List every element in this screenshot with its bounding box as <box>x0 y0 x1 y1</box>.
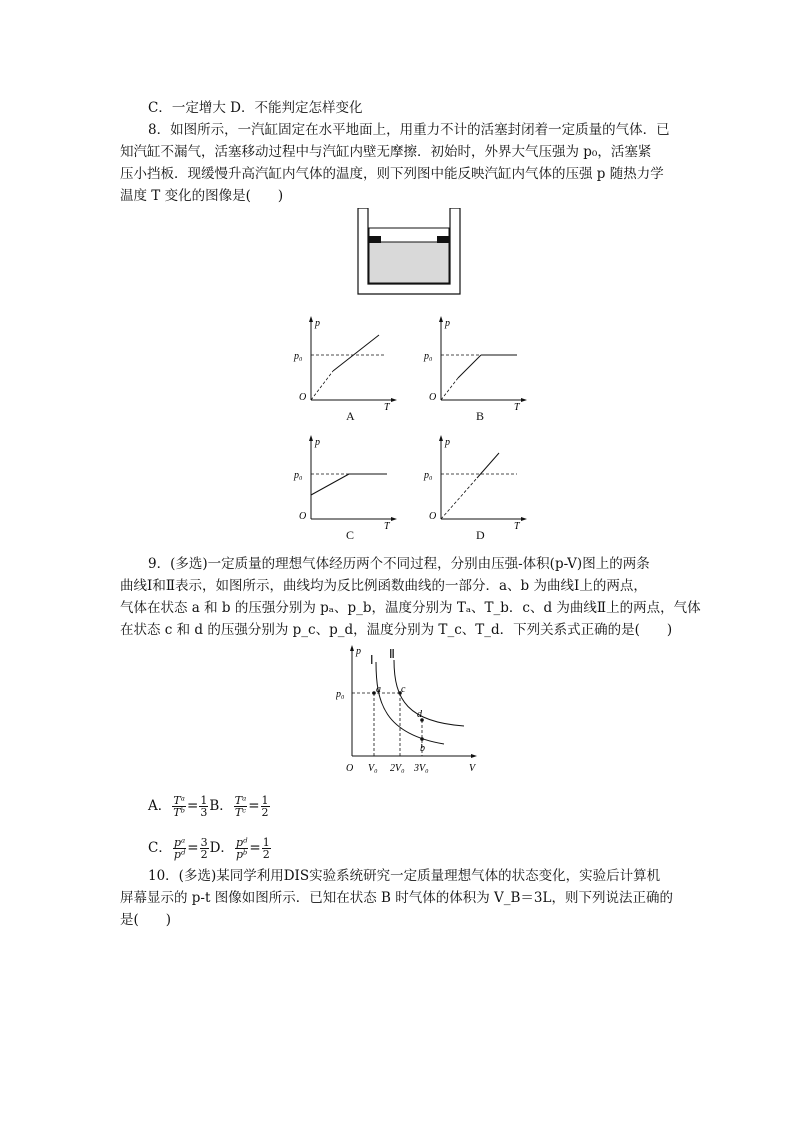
q8-line-3: 压小挡板．现缓慢升高汽缸内气体的温度，则下列图中能反映汽缸内气体的压强 p 随热力学 <box>120 166 664 182</box>
q10-line-1: 10．(多选)某同学利用DIS实验系统研究一定质量理想气体的状态变化，实验后计算机 <box>148 868 661 884</box>
tick-2v0: 2V₀ <box>390 763 405 774</box>
axis-label-p: p <box>315 437 320 448</box>
option-b-lhs: $\frac{\text{Tᵃ}}{\text{Tᶜ}}$ <box>234 794 247 819</box>
option-c-rhs: $\frac{3}{2}$ <box>200 836 208 861</box>
label-b: b <box>420 743 425 754</box>
cylinder-figure <box>355 208 465 298</box>
origin-label: O <box>429 511 437 522</box>
option-d-lhs: $\frac{\text{pᵈ}}{\text{pᵇ}}$ <box>235 836 248 861</box>
p0-label: p₀ <box>424 470 433 481</box>
q9-line-3: 气体在状态 a 和 b 的压强分别为 pₐ、p_b，温度分别为 Tₐ、T_b．c、d 为曲线Ⅱ上的两点，气体 <box>120 600 701 616</box>
label-c: c <box>401 684 406 695</box>
q9-line-1: 9．(多选)一定质量的理想气体经历两个不同过程，分别由压强-体积(p-V)图上的两条 <box>148 556 650 572</box>
origin-label: O <box>299 511 307 522</box>
q9-options-cd: C． $\frac{\text{pᵃ}}{\text{pᵈ}}$ = $\frac{3}{2}$ D． $\frac{\text{pᵈ}}{\text{pᵇ}}$ = $\frac{1}{2}$ <box>148 836 270 861</box>
axis-label-t: T <box>514 402 520 410</box>
axis-label-t: T <box>384 521 390 529</box>
label-d: d <box>417 709 422 720</box>
axis-label-t: T <box>384 402 390 410</box>
graph-c-label: C <box>346 528 355 542</box>
axis-label-t: T <box>514 521 520 529</box>
origin-label: O <box>346 763 354 774</box>
q9-line-4: 在状态 c 和 d 的压强分别为 p_c、p_d，温度分别为 T_c、T_d．下列关系式正确的是( ) <box>120 622 673 638</box>
curve-i-label: Ⅰ <box>370 653 374 667</box>
graph-c <box>293 433 403 529</box>
gas <box>369 242 449 283</box>
label-a: a <box>376 684 381 695</box>
q8-line-4: 温度 T 变化的图像是( ) <box>120 188 284 204</box>
option-a-lhs: $\frac{\text{Tᵃ}}{\text{Tᵇ}}$ <box>173 794 185 819</box>
p0-label: p₀ <box>294 470 303 481</box>
stopper-left <box>369 236 381 243</box>
pv-graph <box>336 642 486 777</box>
axis-label-p: p <box>445 318 450 329</box>
point-b <box>420 737 424 741</box>
q7-options: C．一定增大 D．不能判定怎样变化 <box>148 100 363 116</box>
q10-line-2: 屏幕显示的 p-t 图像如图所示．已知在状态 B 时气体的体积为 V_B＝3L，则下列说法正确的 <box>120 890 673 906</box>
option-d-label: D． <box>209 840 234 856</box>
p0-label: p₀ <box>294 351 303 362</box>
axis-label-p: p <box>445 437 450 448</box>
axis-label-p: p <box>356 646 361 657</box>
origin-label: O <box>429 392 437 403</box>
option-a-label: A． <box>148 798 172 814</box>
graph-d <box>423 433 533 529</box>
stopper-right <box>437 236 449 243</box>
tick-v0: V₀ <box>368 763 378 774</box>
curve-ii-label: Ⅱ <box>389 647 395 661</box>
option-c-lhs: $\frac{\text{pᵃ}}{\text{pᵈ}}$ <box>173 836 186 861</box>
tick-3v0: 3V₀ <box>414 763 429 774</box>
q8-line-1: 8．如图所示，一汽缸固定在水平地面上，用重力不计的活塞封闭着一定质量的气体．已 <box>148 122 670 138</box>
graph-b <box>423 314 533 410</box>
option-c-label: C． <box>148 840 172 856</box>
option-b-label: B． <box>209 798 233 814</box>
axis-label-v: V <box>469 763 476 774</box>
curve-i <box>376 662 444 744</box>
p0-label: p₀ <box>424 351 433 362</box>
q8-line-2: 知汽缸不漏气，活塞移动过程中与汽缸内壁无摩擦．初始时，外界大气压强为 p₀，活塞紧 <box>120 144 652 160</box>
option-b-rhs: $\frac{1}{2}$ <box>261 794 269 819</box>
option-a-rhs: $\frac{1}{3}$ <box>200 794 208 819</box>
graph-b-label: B <box>476 409 485 423</box>
graph-a-label: A <box>346 409 355 423</box>
option-d-rhs: $\frac{1}{2}$ <box>262 836 270 861</box>
q9-options-ab: A． $\frac{\text{Tᵃ}}{\text{Tᵇ}}$ = $\frac{1}{3}$ B． $\frac{\text{Tᵃ}}{\text{Tᶜ}}$ = $\frac{1}{2}$ <box>148 794 269 819</box>
graph-d-label: D <box>476 528 485 542</box>
axis-label-p: p <box>315 318 320 329</box>
q9-line-2: 曲线Ⅰ和Ⅱ表示，如图所示，曲线均为反比例函数曲线的一部分．a、b 为曲线Ⅰ上的两点， <box>120 578 647 594</box>
q10-line-3: 是( ) <box>120 912 172 928</box>
origin-label: O <box>299 392 307 403</box>
graph-a <box>293 314 403 410</box>
p0-label: p₀ <box>336 689 345 700</box>
